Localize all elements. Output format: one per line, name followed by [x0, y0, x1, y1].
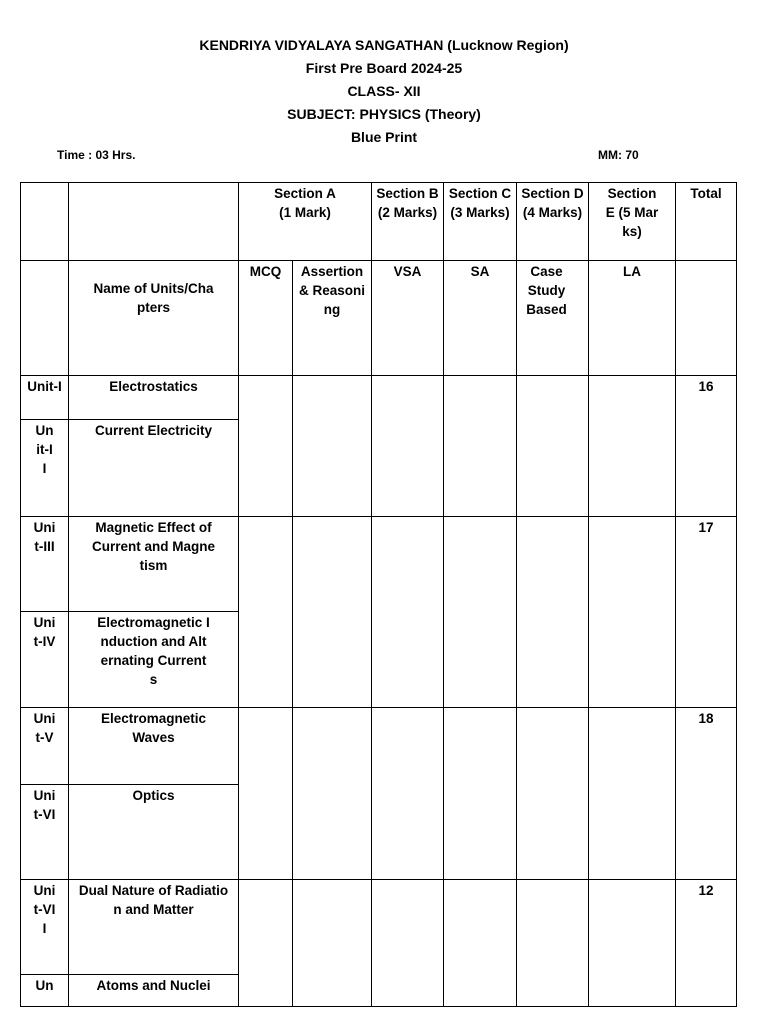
unit-label: Unit-V: [21, 708, 69, 785]
chapter-name: Dual Nature of Radiation and Matter: [69, 880, 239, 975]
unit-label: Un: [21, 975, 69, 1007]
case-study-cell: [517, 880, 589, 1007]
unit-label: Unit-VII: [21, 880, 69, 975]
unit-label: Unit-III: [21, 517, 69, 612]
vsa-header: VSA: [372, 261, 444, 376]
subheader-row: [21, 261, 737, 376]
vsa-cell: [372, 880, 444, 1007]
units-chapters-header: Name of Units/Chapters: [69, 261, 239, 376]
blank-cell: [21, 261, 69, 376]
la-cell: [589, 517, 676, 708]
mcq-cell: [239, 376, 293, 517]
la-cell: [589, 376, 676, 517]
table-row: [21, 708, 737, 785]
total-header: Total: [676, 183, 737, 261]
la-cell: [589, 708, 676, 880]
vsa-cell: [372, 708, 444, 880]
exam-title: First Pre Board 2024-25: [305, 60, 463, 76]
la-cell: [589, 880, 676, 1007]
section-header-row: [21, 183, 737, 261]
unit-label: Unit-II: [21, 420, 69, 517]
class-title: CLASS- XII: [347, 83, 421, 99]
chapter-name: Atoms and Nuclei: [69, 975, 239, 1007]
case-study-cell: [517, 517, 589, 708]
subject-title: SUBJECT: PHYSICS (Theory): [287, 106, 481, 122]
chapter-name: Electromagnetic Induction and Alternating Currents: [69, 612, 239, 708]
sa-cell: [444, 376, 517, 517]
chapter-name: Current Electricity: [69, 420, 239, 517]
sa-cell: [444, 517, 517, 708]
table-row: [21, 880, 737, 975]
mcq-cell: [239, 708, 293, 880]
chapter-name: Magnetic Effect of Current and Magnetism: [69, 517, 239, 612]
blank-cell: [21, 183, 69, 261]
mcq-header: MCQ: [239, 261, 293, 376]
section-c-header: Section C (3 Marks): [444, 183, 517, 261]
case-study-cell: [517, 376, 589, 517]
sa-header: SA: [444, 261, 517, 376]
assertion-reasoning-cell: [293, 708, 372, 880]
assertion-reasoning-cell: [293, 376, 372, 517]
chapter-name: Optics: [69, 785, 239, 880]
mcq-cell: [239, 880, 293, 1007]
organization-title: KENDRIYA VIDYALAYA SANGATHAN (Lucknow Region): [199, 37, 569, 53]
sa-cell: [444, 880, 517, 1007]
sa-cell: [444, 708, 517, 880]
section-a-header: Section A (1 Mark): [239, 183, 372, 261]
table-row: [21, 376, 737, 420]
document-title: Blue Print: [350, 129, 418, 145]
la-header: LA: [589, 261, 676, 376]
table-row: [21, 517, 737, 612]
section-d-header: Section D (4 Marks): [517, 183, 589, 261]
unit-total: 16: [676, 376, 737, 517]
chapter-name: Electromagnetic Waves: [69, 708, 239, 785]
section-b-header: Section B (2 Marks): [372, 183, 444, 261]
section-e-header: Section E (5 Marks): [589, 183, 676, 261]
mcq-cell: [239, 517, 293, 708]
vsa-cell: [372, 517, 444, 708]
unit-total: 18: [676, 708, 737, 880]
chapter-name: Electrostatics: [69, 376, 239, 420]
unit-total: 12: [676, 880, 737, 1007]
maximum-marks: MM: 70: [598, 148, 639, 162]
assertion-reasoning-cell: [293, 517, 372, 708]
blueprint-table: [20, 182, 737, 1007]
exam-duration: Time : 03 Hrs.: [57, 148, 136, 162]
assertion-reasoning-cell: [293, 880, 372, 1007]
unit-label: Unit-IV: [21, 612, 69, 708]
blank-cell: [69, 183, 239, 261]
unit-label: Unit-VI: [21, 785, 69, 880]
unit-label: Unit-I: [21, 376, 69, 420]
assertion-reasoning-header: Assertion & Reasoning: [293, 261, 372, 376]
vsa-cell: [372, 376, 444, 517]
case-study-cell: [517, 708, 589, 880]
blank-cell: [676, 261, 737, 376]
unit-total: 17: [676, 517, 737, 708]
case-study-header: Case Study Based: [517, 261, 589, 376]
